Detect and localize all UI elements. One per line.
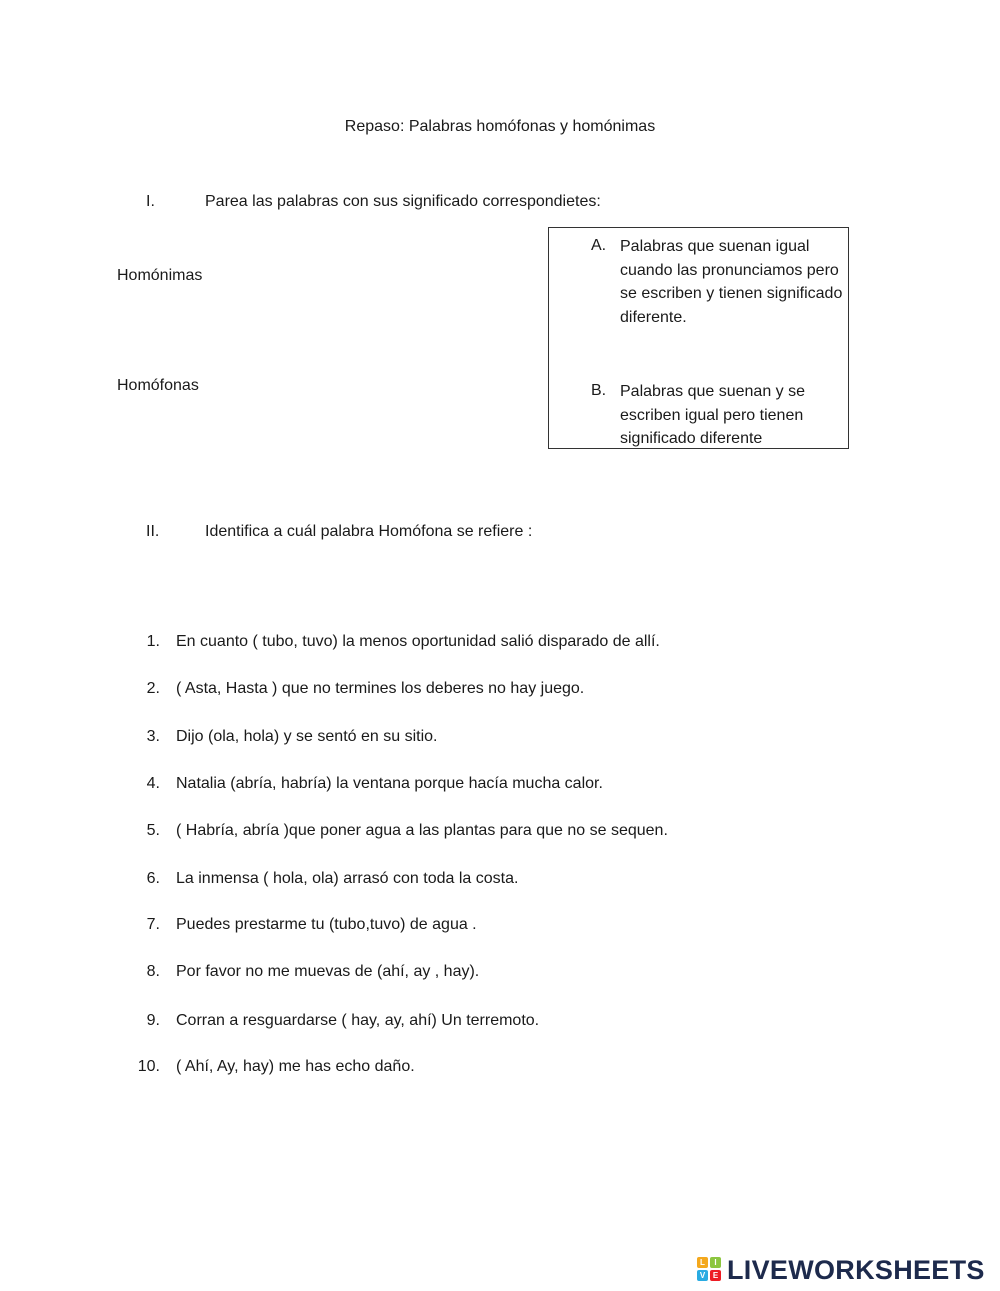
logo-text: LIVEWORKSHEETS bbox=[727, 1254, 985, 1285]
section-1-instruction: Parea las palabras con sus significado correspondietes: bbox=[205, 193, 601, 210]
definitions-box bbox=[548, 227, 849, 449]
item-number: 5. bbox=[146, 822, 160, 839]
item-text: Por favor no me muevas de (ahí, ay , hay). bbox=[176, 963, 480, 980]
logo-mark-letter: L bbox=[697, 1257, 708, 1268]
item-number: 2. bbox=[146, 680, 160, 697]
liveworksheets-logo bbox=[697, 1253, 985, 1287]
item-text: Puedes prestarme tu (tubo,tuvo) de agua . bbox=[176, 916, 477, 933]
item-text: Natalia (abría, habría) la ventana porque hacía mucha calor. bbox=[176, 775, 603, 792]
item-number: 1. bbox=[146, 633, 160, 650]
item-number: 10. bbox=[137, 1058, 160, 1075]
section-1-number: I. bbox=[146, 193, 155, 210]
logo-mark-letter: I bbox=[710, 1257, 721, 1268]
item-number: 4. bbox=[146, 775, 160, 792]
logo-mark-letter: E bbox=[710, 1270, 721, 1281]
item-text: ( Habría, abría )que poner agua a las plantas para que no se sequen. bbox=[176, 822, 668, 839]
section-2-number: II. bbox=[146, 523, 160, 540]
item-text: La inmensa ( hola, ola) arrasó con toda la costa. bbox=[176, 870, 519, 887]
item-text: En cuanto ( tubo, tuvo) la menos oportunidad salió disparado de allí. bbox=[176, 633, 660, 650]
logo-mark-icon bbox=[697, 1257, 723, 1283]
item-number: 9. bbox=[146, 1012, 160, 1029]
item-text: ( Asta, Hasta ) que no termines los deberes no hay juego. bbox=[176, 680, 585, 697]
item-number: 3. bbox=[146, 728, 160, 745]
item-number: 8. bbox=[146, 963, 160, 980]
item-text: ( Ahí, Ay, hay) me has echo daño. bbox=[176, 1058, 415, 1075]
item-text: Corran a resguardarse ( hay, ay, ahí) Un terremoto. bbox=[176, 1012, 540, 1029]
item-number: 6. bbox=[146, 870, 160, 887]
item-number: 7. bbox=[146, 916, 160, 933]
term-homofonas[interactable]: Homófonas bbox=[117, 377, 199, 394]
option-a-letter: A. bbox=[591, 237, 607, 254]
option-b-letter: B. bbox=[591, 382, 607, 399]
item-text: Dijo (ola, hola) y se sentó en su sitio. bbox=[176, 728, 438, 745]
page-title: Repaso: Palabras homófonas y homónimas bbox=[344, 118, 656, 135]
option-a-text[interactable]: Palabras que suenan igual cuando las pronunciamos pero se escriben y tienen significado diferente. bbox=[620, 238, 843, 326]
term-homonimas[interactable]: Homónimas bbox=[117, 267, 203, 284]
section-2-instruction: Identifica a cuál palabra Homófona se refiere : bbox=[205, 523, 533, 540]
logo-mark-letter: V bbox=[697, 1270, 708, 1281]
option-b-text[interactable]: Palabras que suenan y se escriben igual pero tienen significado diferente bbox=[620, 383, 806, 447]
